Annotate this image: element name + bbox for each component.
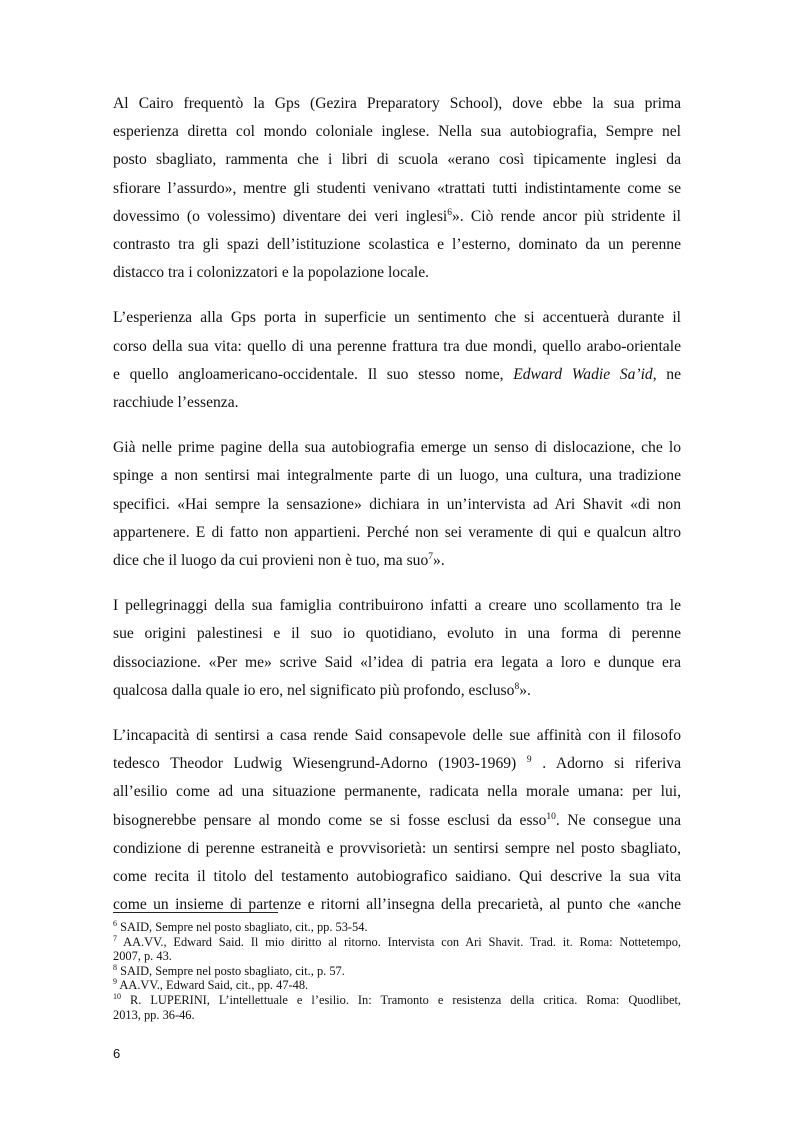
text-line: corso della sua vita: quello di una perenne frattura tra due mondi, quello arabo-orientale	[113, 337, 681, 355]
text-line: Al Cairo frequentò la Gps (Gezira Preparatory School), dove ebbe la sua prima	[113, 95, 681, 112]
footnote-text: AA.VV., Edward Said, cit., pp. 47-48.	[119, 978, 309, 993]
text-line: Già nelle prime pagine della sua autobiografia emerge un senso di dislocazione, che lo	[113, 439, 681, 457]
text-line: sue origini palestinesi e il suo io quotidiano, evoluto in una forma di perenne	[113, 625, 681, 643]
text-segment: dovessimo (o volessimo) diventare dei veri inglesi	[113, 207, 448, 225]
footnote-text: SAID, Sempre nel posto sbagliato, cit., pp. 53-54.	[120, 920, 368, 934]
text-segment: e quello angloamericano-occidentale. Il suo stesso nome,	[113, 365, 514, 383]
text-line: all’esilio come ad una situazione permanente, radicata nella morale umana: per lui,	[113, 783, 681, 801]
footnote-line: 2007, p. 43.	[113, 949, 172, 964]
footnote-line	[113, 978, 681, 993]
text-line: spinge a non sentirsi mai integralmente parte di un luogo, una cultura, una tradizione	[113, 467, 681, 485]
text-line: dissociazione. «Per me» scrive Said «l’idea di patria era legata a loro e dunque era	[113, 653, 681, 671]
text-segment: , ne	[652, 365, 681, 383]
footnote-ref-6[interactable]: 6	[447, 207, 452, 218]
text-segment: . Adorno si riferiva	[531, 755, 681, 773]
footnote-line	[113, 935, 681, 950]
footnote-line: 2013, pp. 36-46.	[113, 1007, 195, 1022]
paragraph-2	[113, 304, 681, 417]
footnote-ref-8[interactable]: 8	[514, 681, 520, 692]
footnote-line	[113, 964, 681, 979]
paragraph-3	[113, 434, 681, 575]
paragraph-1	[113, 90, 681, 287]
footnote-ref-7[interactable]: 7	[428, 551, 434, 562]
text-line: contrasto tra gli spazi dell’istituzione scolastica e l’esterno, dominato da un perenne	[113, 236, 681, 254]
footnote-number: 6	[113, 918, 117, 928]
text-line: I pellegrinaggi della sua famiglia contribuirono infatti a creare uno scollamento tra le	[113, 597, 681, 615]
footnote-text: R. LUPERINI, L’intellettuale e l’esilio. In: Tramonto e resistenza della critica. Roma: Quodlibet,	[130, 992, 681, 1007]
text-segment: qualcosa dalla quale io ero, nel significato più profondo, escluso	[113, 681, 515, 699]
text-segment: ». Ciò rende ancor più stridente il	[452, 207, 681, 225]
text-line	[113, 750, 681, 778]
footnote-separator	[113, 912, 278, 913]
footnote-ref-10[interactable]: 10	[546, 811, 556, 822]
text-segment: bisognerebbe pensare al mondo come se si fosse esclusi da esso	[113, 811, 547, 829]
paragraph-5	[113, 722, 681, 919]
footnote-number: 8	[113, 962, 117, 972]
paragraph-4	[113, 592, 681, 705]
text-segment: tedesco Theodor Ludwig Wiesengrund-Adorno (1903-1969)	[113, 755, 527, 773]
footnote-10	[113, 993, 681, 1022]
text-line: racchiude l’essenza.	[113, 394, 239, 412]
text-line	[113, 547, 681, 575]
footnote-line	[113, 993, 681, 1008]
text-segment: ».	[519, 681, 531, 699]
footnote-text: AA.VV., Edward Said. Il mio diritto al ritorno. Intervista con Ari Shavit. Trad. it. Roma: Nottetempo,	[123, 934, 681, 949]
text-line: come un insieme di partenze e ritorni all’insegna della precarietà, al punto che «anche	[113, 896, 681, 914]
page-number: 6	[113, 1046, 121, 1061]
text-line: posto sbagliato, rammenta che i libri di scuola «erano così tipicamente inglesi da	[113, 151, 681, 169]
footnote-8	[113, 964, 681, 979]
text-line: appartenere. E di fatto non appartieni. Perché non sei veramente di qui e qualcun altro	[113, 523, 681, 541]
footnote-number: 10	[113, 991, 121, 1001]
text-line	[113, 677, 681, 705]
text-segment: . Ne consegue una	[555, 811, 681, 829]
footnote-text: SAID, Sempre nel posto sbagliato, cit., p. 57.	[120, 963, 345, 978]
text-line: condizione di perenne estraneità e provvisorietà: un sentirsi sempre nel posto sbagliato,	[113, 839, 681, 857]
text-line	[113, 203, 681, 231]
footnote-line	[113, 920, 681, 935]
footnote-number: 7	[113, 933, 117, 943]
footnote-7	[113, 935, 681, 964]
italic-name: Edward Wadie Sa’id	[513, 365, 653, 383]
text-line: L’esperienza alla Gps porta in superficie un sentimento che si accentuerà durante il	[113, 309, 681, 327]
text-line: specifici. «Hai sempre la sensazione» dichiara in un’intervista ad Ari Shavit «di non	[113, 495, 681, 513]
body-text	[113, 90, 681, 936]
text-segment: ».	[433, 552, 445, 570]
footnote-ref-9[interactable]: 9	[526, 755, 532, 766]
footnote-6	[113, 920, 681, 935]
text-line: come recita il titolo del testamento autobiografico saidiano. Qui descrive la sua vita	[113, 868, 681, 886]
text-segment: dice che il luogo da cui provieni non è tuo, ma suo	[113, 552, 429, 570]
footnote-9	[113, 978, 681, 993]
footnote-number: 9	[113, 977, 117, 987]
text-line	[113, 807, 681, 835]
footnotes	[113, 920, 681, 1022]
text-line: distacco tra i colonizzatori e la popolazione locale.	[113, 264, 430, 282]
text-line: L’incapacità di sentirsi a casa rende Said consapevole delle sue affinità con il filosofo	[113, 727, 681, 745]
text-line: sfiorare l’assurdo», mentre gli studenti venivano «trattati tutti indistintamente come se	[113, 179, 681, 197]
text-line: esperienza diretta col mondo coloniale inglese. Nella sua autobiografia, Sempre nel	[113, 123, 681, 141]
text-line	[113, 361, 681, 389]
